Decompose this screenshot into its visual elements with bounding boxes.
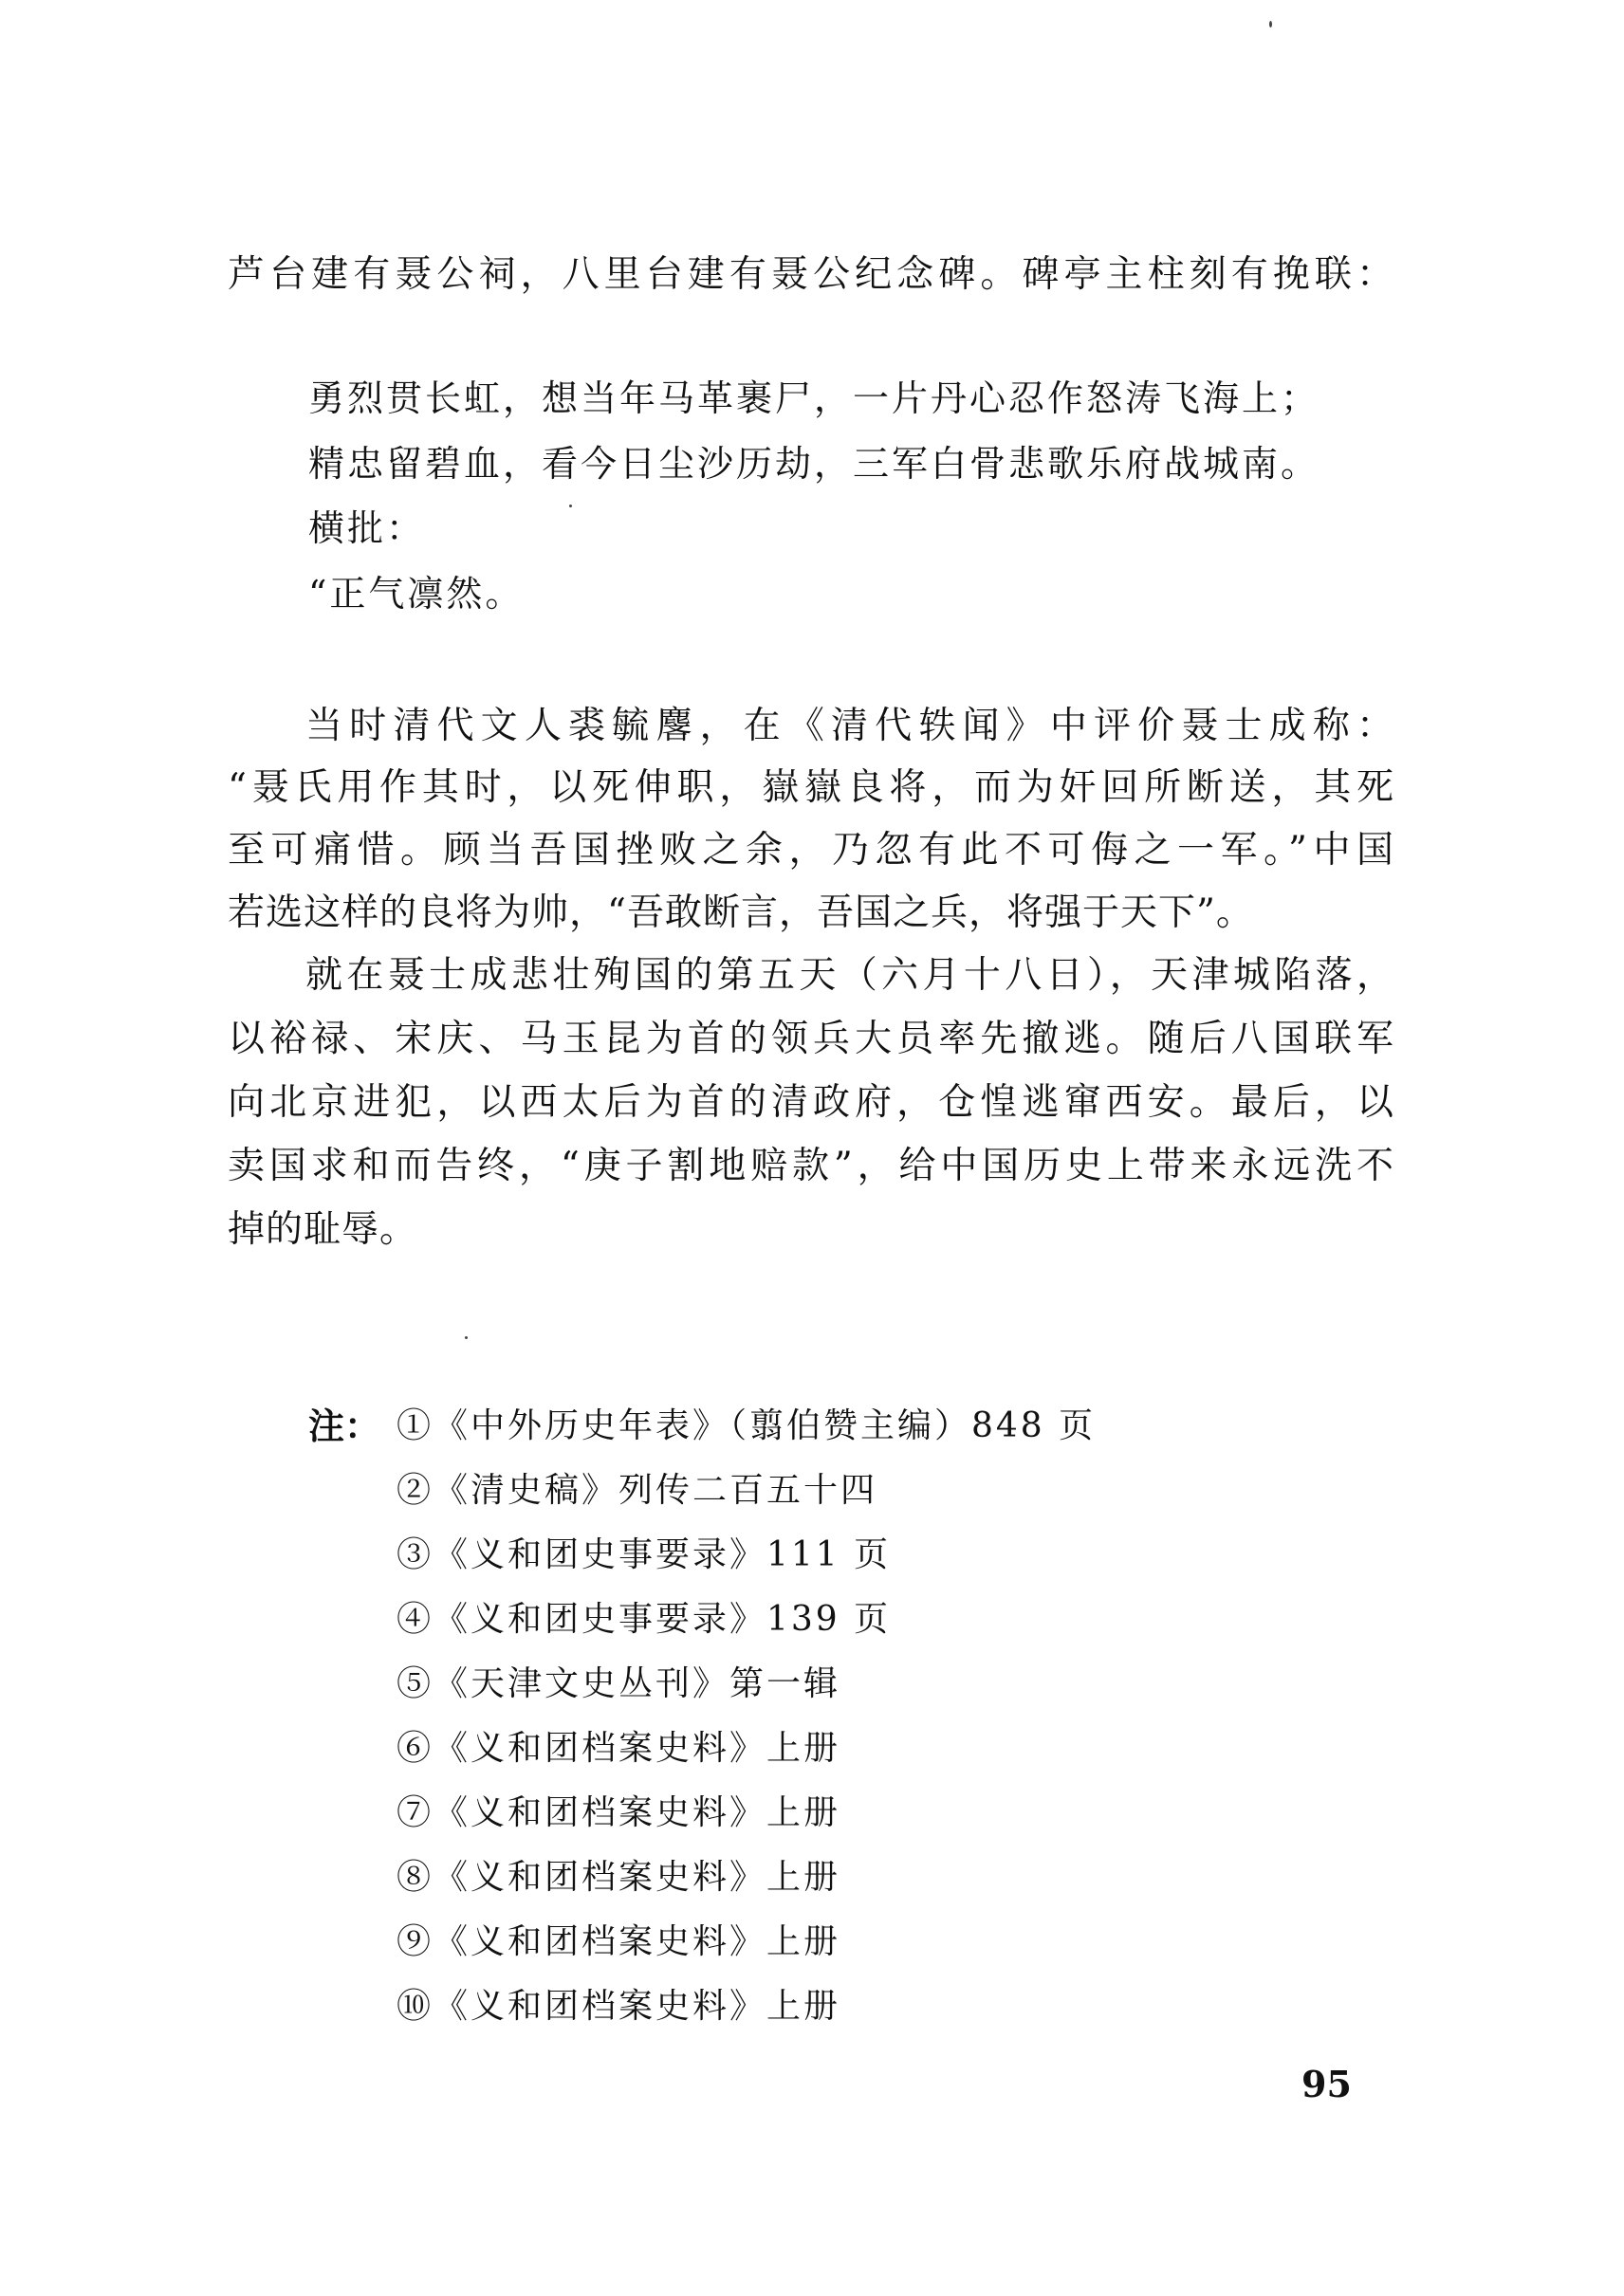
- note-item: ⑤《天津文史丛刊》第一辑: [397, 1664, 841, 1703]
- paragraph-2-line-5: 掉的耻辱。: [228, 1208, 418, 1251]
- note-item: ⑦《义和团档案史料》上册: [397, 1793, 841, 1832]
- page-number: 95: [1301, 2063, 1352, 2105]
- paragraph-2-line-2: 以裕禄、宋庆、马玉昆为首的领兵大员率先撤逃。随后八国联军: [228, 1018, 1394, 1060]
- note-item: ②《清史稿》列传二百五十四: [397, 1471, 878, 1510]
- notes-label: 注：: [308, 1405, 381, 1447]
- scan-speck: [465, 1336, 468, 1339]
- note-item: ⑧《义和团档案史料》上册: [397, 1858, 841, 1897]
- heng-pi-label: 横批：: [308, 507, 426, 549]
- note-item: ⑥《义和团档案史料》上册: [397, 1729, 841, 1768]
- paragraph-2-line-4: 卖国求和而告终，“庚子割地赔款”，给中国历史上带来永远洗不: [228, 1145, 1394, 1187]
- paragraph-1-line-4: 若选这样的良将为帅，“吾敢断言，吾国之兵，将强于天下”。: [228, 891, 1254, 934]
- scan-speck: [1269, 21, 1272, 28]
- paragraph-1-line-2: “聂氏用作其时，以死伸职，嶽嶽良将，而为奸回所断送，其死: [228, 766, 1394, 809]
- note-item: ⑩《义和团档案史料》上册: [397, 1987, 841, 2026]
- intro-line: 芦台建有聂公祠，八里台建有聂公纪念碑。碑亭主柱刻有挽联：: [228, 253, 1394, 296]
- scan-speck: [569, 505, 572, 507]
- note-item: ①《中外历史年表》（翦伯赞主编）848 页: [397, 1406, 1097, 1445]
- note-item: ④《义和团史事要录》139 页: [397, 1600, 892, 1639]
- paragraph-2-line-1: 就在聂士成悲壮殉国的第五天（六月十八日），天津城陷落，: [305, 954, 1394, 997]
- paragraph-1-line-1: 当时清代文人裘毓麐，在《清代轶闻》中评价聂士成称：: [305, 705, 1394, 747]
- note-item: ③《义和团史事要录》111 页: [397, 1535, 892, 1574]
- couplet-line-2: 精忠留碧血，看今日尘沙历劫，三军白骨悲歌乐府战城南。: [308, 443, 1320, 485]
- heng-pi-text: “正气凛然。: [308, 573, 525, 615]
- paragraph-2-line-3: 向北京进犯，以西太后为首的清政府，仓惶逃窜西安。最后，以: [228, 1081, 1394, 1124]
- couplet-line-1: 勇烈贯长虹，想当年马革裹尸，一片丹心忍作怒涛飞海上；: [308, 377, 1320, 419]
- note-item: ⑨《义和团档案史料》上册: [397, 1922, 841, 1961]
- paragraph-1-line-3: 至可痛惜。顾当吾国挫败之余，乃忽有此不可侮之一军。”中国: [228, 829, 1394, 872]
